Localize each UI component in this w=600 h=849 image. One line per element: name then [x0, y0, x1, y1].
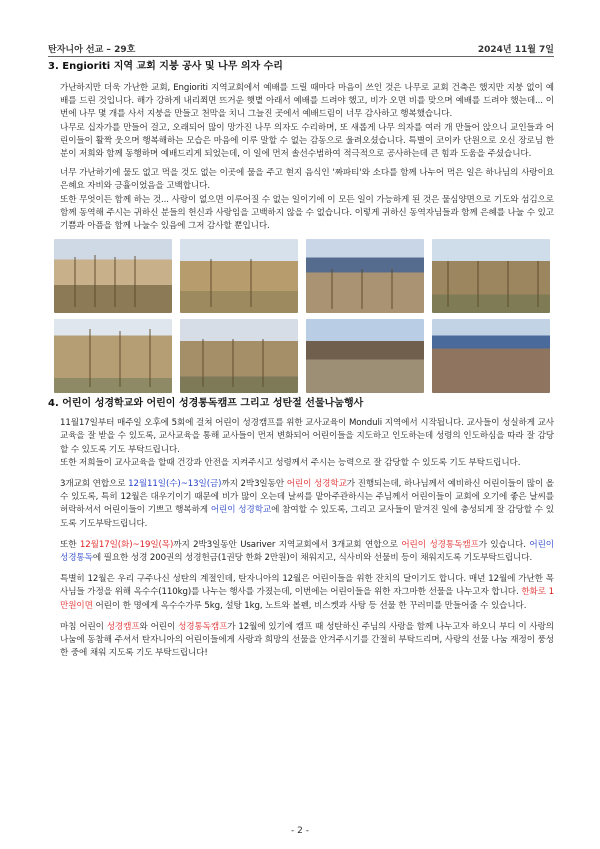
section4-paragraph-3: 3개교회 연합으로 12월11일(수)~13일(금)까지 2박3일동안 어린이 성경학교가 진행되는데, 하나님께서 예비하신 어린이들이 많이 올 수 있도록, 특히 12월은 대우기이기 때문에 비가 많이 오는데 날씨를 맡아주관하시는 주님께서 어린이들이 교회에 오기에 좋은 날씨를 허락하셔서 어린이들이 기쁘고 행복하게 어린이 성경학교에 참여할 수 있도록, 그리고 교사들이 맡겨진 일에 충성되게 잘 감당할 수 있도록 기도부탁드립니다.: [60, 479, 555, 529]
photo-stick-wall: [54, 239, 172, 313]
page-content: [48, 60, 554, 660]
photo-roof-frame: [180, 239, 298, 313]
page-header: [48, 42, 554, 56]
section3-paragraph-3: 너무 가난하기에 물도 없고 먹을 것도 없는 이곳에 물을 주고 현지 음식인 '짜파티'와 소다를 함께 나누어 먹은 일은 하나님의 사랑이요 은혜요 자비와 긍휼이었음을 고백합니다.: [60, 168, 554, 192]
header-divider: [48, 56, 554, 57]
photo-church-side: [432, 239, 550, 313]
section3-paragraph-2: 나무로 십자가를 만들어 걸고, 오래되어 많이 망가진 나무 의자도 수리하며, 또 새롭게 나무 의자를 여러 개 만들어 앉으니 교인들과 어린이들이 활짝 웃으며 행복해하는 모습은 마음에 이루 말할 수 없는 감동으로 울려오셨습니다. 특별이 코이카 단원으로 오신 장로님 한분이 저희와 함께 동행하며 예배드리게 되었는데, 이 일에 먼저 솔선수범하여 적극적으로 공사하는데 큰 힘과 도움을 주셨습니다.: [60, 122, 554, 160]
newsletter-issue: 탄자니아 선교 – 29호: [48, 45, 136, 55]
section3-title: 3. Engioriti 지역 교회 지붕 공사 및 나무 의자 수리: [48, 61, 283, 72]
section4-paragraph-1: 11월17일부터 매주일 오후에 5회에 걸쳐 어린이 성경캠프를 위한 교사교육이 Monduli 지역에서 시작됩니다. 교사들이 성실하게 교사교육을 잘 받을 수 있도록, 교사교육을 통해 교사들이 먼저 변화되어 어린이들을 지도하고 인도하는데 성령의 인도하심을 따라 잘 감당할 수 있도록 기도 부탁드립니다.: [60, 418, 554, 455]
section4-paragraph-6: 마침 어린이 성경캠프와 어린이 성경통독캠프가 12월에 있기에 캠프 때 성탄하신 주님의 사랑을 함께 나누고자 하오니 부디 이 사랑의 나눔에 동참해 주셔서 탄자니아의 어린이들에게 사랑과 희망의 선물을 안겨주시기를 간절히 부탁드리며, 사랑의 선물 나눔 재정이 풍성한 중에 채워 지도록 기도 부탁드립니다!: [60, 621, 554, 659]
section3-paragraph-4: 또한 무엇이든 함께 하는 것... 사랑이 없으면 이루어질 수 없는 일이기에 이 모든 일이 가능하게 된 것은 물심양면으로 기도와 섬김으로 함께 동역해 주시는 귀하신 분들의 헌신과 사랑임을 고백하지 않을 수 없습니다. 이렇게 귀하신 동역자님들과 함께 은혜를 나눌 수 있고 기쁨과 아픔을 함께 나눌수 있음에 그저 감사할 뿐입니다.: [60, 194, 554, 232]
section4-paragraph-4: 또한 12월17일(화)~19일(목)까지 2박3일동안 Usariver 지역교회에서 3개교회 연합으로 어린이 성경통독캠프가 있습니다. 어린이 성경통독에 필요한 성경 200권의 성경헌금(1권당 한화 2만원)이 채워지고, 식사비와 선물비 등이 채워지도록 기도부탁드립니다.: [60, 539, 554, 564]
page-number: - 2 -: [291, 826, 309, 836]
section3-paragraph-1: 가난하지만 더욱 가난한 교회, Engioriti 지역교회에서 예배를 드릴 때마다 마음이 쓰인 것은 나무로 교회 건축은 했지만 지붕 없이 예배를 드린 것입니다. 해가 강하게 내리쬐면 뜨거운 햇볕 아래서 예배를 드려야 했고, 비가 오면 비를 맞으며 예배를 드려야 했는데... 이번에 나무 몇 개를 사서 지붕을 만들고 천막을 치니 그늘진 곳에서 예배드림이 너무 감사하고 행복했습니다.: [60, 83, 554, 120]
photo-grid: [54, 239, 550, 393]
photo-tent-roof: [306, 239, 424, 313]
section4-paragraph-5: 특별히 12월은 우리 구주나신 성탄의 계절인데, 탄자니아의 12월은 어린이들을 위한 잔치의 달이기도 합니다. 매년 12월에 가난한 목사님들 가정을 위해 옥수수(110kg)를 나누는 행사를 가졌는데, 이번에는 어린이들을 위한 자그마한 선물을 나누고자 합니다. 한화로 1만원이면 어린이 한 명에게 옥수수가루 5kg, 설탕 1kg, 노트와 볼펜, 비스켓과 사탕 등 선물 한 꾸러미를 만들어줄 수 있습니다.: [60, 574, 554, 611]
photo-cross-wall: [54, 319, 172, 393]
section4-title: 4. 어린이 성경학교와 어린이 성경통독캠프 그리고 성탄절 선물나눔행사: [48, 398, 364, 410]
photo-congregation: [306, 319, 424, 393]
section4-paragraph-2: 또한 저희들이 교사교육을 할때 건강과 안전을 지켜주시고 성령께서 주시는 능력으로 잘 감당할 수 있도록 기도 부탁드립니다.: [60, 457, 521, 468]
photo-children-group: [432, 319, 550, 393]
newsletter-date: 2024년 11월 7일: [477, 45, 554, 55]
photo-wall-frame: [180, 319, 298, 393]
